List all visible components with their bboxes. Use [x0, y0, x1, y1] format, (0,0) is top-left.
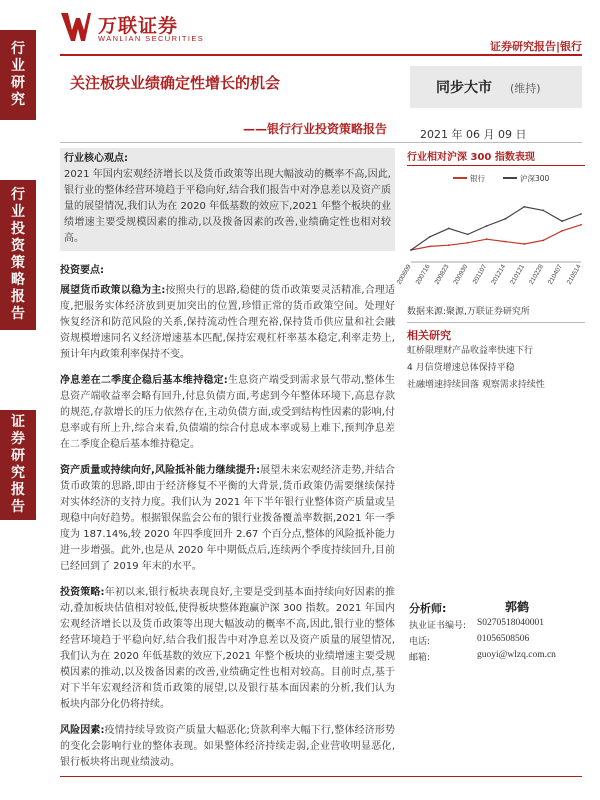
investment-point-heading: 净息差在二季度企稳后基本维持稳定: — [60, 375, 228, 386]
data-point — [523, 206, 525, 208]
x-tick-label: 210121 — [509, 263, 527, 286]
x-tick-label: 200609 — [395, 263, 413, 286]
investment-point-text: 展望未来宏观经济走势,并结合货币政策的思路,即由于经济修复不平衡的大背景,货币政策仍需要继续保持对实体经济的支持力度。我们认为 2021 年下半年银行业整体资产质量或呈现稳中向好趋势。根据银保监会公布的银行业拨备覆盖率数据,2021 年一季度为 187.14%,较 2020 年四季度回升 2.67 个百分点,整体的风险抵补能力进一步增强。此外,也是从 2020 年中期低点后,连续两个季度持续回升,目前已经回到了 2019 年末的水平。 — [60, 465, 395, 572]
x-tick-label: 200930 — [452, 263, 470, 286]
x-tick-label: 200716 — [414, 263, 432, 286]
data-point — [580, 224, 582, 226]
chart-svg — [395, 170, 585, 298]
report-type: 证券研究报告|银行 — [489, 40, 582, 53]
investment-point — [60, 283, 395, 363]
right-column — [395, 148, 585, 394]
legend-label: 银行 — [470, 174, 485, 183]
x-tick-label: 210407 — [546, 263, 564, 286]
source-divider — [407, 322, 585, 323]
side-label-text: 行业投资策略报告 — [11, 187, 25, 322]
x-tick-label: 201214 — [490, 263, 508, 286]
x-tick-label: 210514 — [565, 263, 583, 286]
x-tick-label: 200823 — [433, 263, 451, 286]
email-label: 邮箱: — [409, 653, 431, 663]
legend-label: 沪深300 — [520, 174, 550, 183]
investment-point — [60, 723, 395, 771]
brand-name-en: WANLIAN SECURITIES — [98, 34, 205, 43]
data-point — [429, 246, 431, 248]
brand-name-cn: 万联证券 — [98, 15, 179, 37]
rating-note: (维持) — [510, 82, 541, 95]
report-title: 关注板块业绩确定性增长的机会 — [70, 74, 281, 92]
relative-performance-chart — [395, 170, 585, 298]
phone-number: 01056508506 — [477, 634, 530, 644]
data-source: 数据来源:聚源,万联证券研究所 — [407, 307, 530, 317]
license-label: 执业证书编号: — [409, 621, 467, 631]
title-divider — [60, 142, 582, 143]
data-point — [542, 240, 544, 242]
x-tick-label: 201107 — [471, 263, 489, 286]
investment-point-text: 按照央行的思路,稳健的货币政策要灵活精准,合理适度,把服务实体经济放到更加突出的位置,珍惜正常的货币政策空间。处理好恢复经济和防范风险的关系,保持流动性合理充裕,保持货币供应量和社会融资规模增速同名义经济增速基本匹配,保持宏观杠杆率基本稳定,利率走势上,预计年内政策利率保持不变。 — [60, 285, 396, 360]
side-label-text: 证券研究报告 — [11, 414, 25, 515]
report-subtitle: ——银行行业投资策略报告 — [243, 122, 388, 136]
investment-point-heading: 展望货币政策以稳为主: — [60, 285, 166, 296]
series-line-0 — [411, 225, 581, 250]
investment-point-heading: 风险因素: — [60, 725, 105, 736]
x-tick-label: 210228 — [528, 263, 545, 286]
related-research-item[interactable]: 社融增速持续回落 观察需求持续性 — [407, 380, 545, 390]
data-point — [561, 230, 563, 232]
wanlian-logo-icon — [60, 10, 92, 44]
side-label-text: 行业研究 — [11, 41, 25, 108]
license-number: S0270518040001 — [477, 618, 545, 628]
series-line-1 — [411, 207, 581, 250]
data-point — [467, 234, 469, 236]
data-point — [505, 241, 507, 243]
investment-point-text: 年初以来,银行板块表现良好,主要是受到基本面持续向好因素的推动,叠加板块估值相对较低,使得板块整体跑赢沪深 300 指数。2021 年国内宏观经济增长以及货币政策等出现大幅波动的概率不高,因此,银行业的整体经营环境趋于平稳向好,结合我们报告中对净息差以及资产质量的展望情况,我们认为在 2020 年低基数的效应下,2021 年整个板块的业绩增速主要受规模因素的推动,以及拨备因素的改善,业绩确定性也相对较高。目前时点,基于对下半年宏观经济和货币政策的展望,以及银行基本面因素的分析,我们认为板块内部分化仍将持续。 — [60, 587, 395, 710]
data-point — [467, 242, 469, 244]
footer-divider — [60, 776, 582, 777]
data-point — [542, 210, 544, 212]
rating-value: 同步大市 — [436, 80, 492, 96]
investment-point — [60, 373, 395, 453]
phone-label: 电话: — [409, 637, 431, 647]
company-logo — [60, 10, 230, 46]
chart-title: 行业相对沪深 300 指数表现 — [407, 148, 585, 166]
analyst-label: 分析师: — [409, 602, 447, 615]
investment-point — [60, 463, 395, 575]
related-research-item[interactable]: 4 月信贷增速总体保持平稳 — [407, 363, 515, 373]
related-research-heading: 相关研究 — [407, 329, 451, 342]
data-point — [410, 249, 412, 251]
analyst-name: 郭鹤 — [505, 600, 530, 614]
core-view-heading: 行业核心观点: — [64, 153, 128, 164]
report-date: 2021 年 06 月 09 日 — [420, 128, 527, 141]
main-content — [60, 148, 395, 781]
data-point — [523, 243, 525, 245]
data-point — [429, 236, 431, 238]
side-label-strategy-report — [0, 180, 36, 330]
related-research-item[interactable]: 虹桥限理财产品收益率快速下行 — [407, 346, 534, 356]
data-point — [448, 228, 450, 230]
investment-point-heading: 资产质量或持续向好,风险抵补能力继续提升: — [60, 465, 261, 476]
side-label-securities-report — [0, 410, 36, 520]
data-point — [580, 213, 582, 215]
investment-points-heading: 投资要点: — [60, 265, 104, 276]
investment-point-text: 疫情持续导致资产质量大幅恶化;贷款利率大幅下行,整体经济形势的变化会影响行业的整体表现。如果整体经济持续走弱,企业营收明显恶化,银行板块将出现业绩波动。 — [60, 725, 395, 768]
data-point — [448, 244, 450, 246]
core-view-box — [60, 148, 395, 251]
analyst-info — [407, 596, 585, 664]
data-point — [561, 220, 563, 222]
side-label-industry-research — [0, 30, 36, 120]
core-view-text: 2021 年国内宏观经济增长以及货币政策等出现大幅波动的概率不高,因此,银行业的整体经营环境趋于平稳向好,结合我们报告中对净息差以及资产质量的展望情况,我们认为在 2020 年低基数的效应下,2021 年整个板块的业绩增速主要受规模因素的推动,以及拨备因素的改善,业绩确定性也相对较高。 — [64, 169, 391, 244]
investment-point — [60, 585, 395, 713]
email-link[interactable]: guoyi@wlzq.com.cn — [477, 650, 556, 660]
investment-points-list — [60, 283, 395, 771]
data-point — [486, 225, 488, 227]
investment-point-heading: 投资策略: — [60, 587, 105, 598]
data-point — [486, 238, 488, 240]
investment-point-text: 生息资产端受到需求景气带动,整体生息资产端收益率会略有回升,付息负债方面,考虑到今年整体环境下,高息存款的规范,存款增长的压力依然存在,主动负债方面,或受到结构性因素的影响,付息率或有所上升,综合来看,负债端的综合付息成本率或易上难下,预判净息差在二季度企稳后基本维持稳定。 — [60, 375, 395, 450]
header-divider — [60, 54, 582, 56]
related-research-list — [407, 343, 585, 394]
rating-box — [410, 66, 582, 108]
data-point — [505, 218, 507, 220]
